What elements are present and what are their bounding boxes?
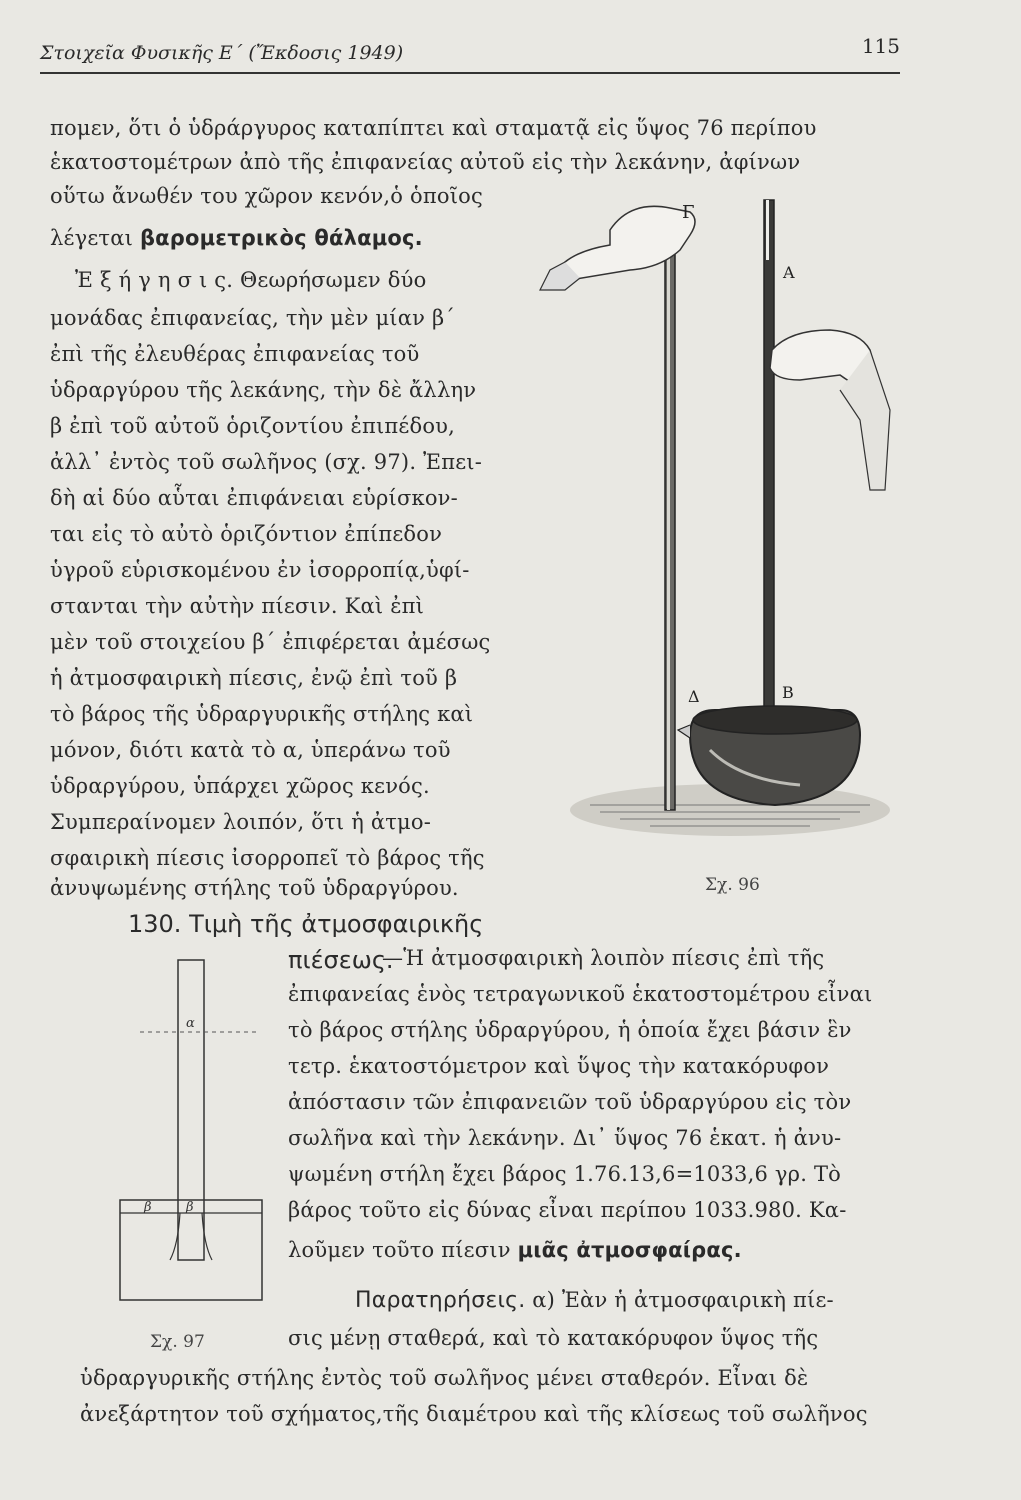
text-line: ὑδραργύρου τῆς λεκάνης, τὴν δὲ ἄλλην <box>50 378 477 402</box>
tube-outline <box>178 960 204 1260</box>
term-one-atmosphere: μιᾶς ἀτμοσφαίρας. <box>517 1238 742 1262</box>
section-title-line-2: πιέσεως. <box>288 946 394 974</box>
text-line: ἑκατοστομέτρων ἀπὸ τῆς ἐπιφανείας αὐτοῦ εἰς τὴν λεκάνην, ἀφίνων <box>50 150 801 174</box>
text-line: ὑδραργύρου, ὑπάρχει χῶρος κενός. <box>50 774 430 798</box>
basin-outline <box>120 1200 262 1300</box>
label-beta-cap: Β <box>782 683 794 702</box>
text-line: τετρ. ἑκατοστόμετρον καὶ ὕψος τὴν κατακόρυφον <box>288 1054 830 1078</box>
section-title-line-1: Τιμὴ τῆς ἀτμοσφαιρικῆς <box>189 910 484 938</box>
label-a: α <box>186 1016 195 1031</box>
text-line: ἡ ἀτμοσφαιρικὴ πίεσις, ἐνῷ ἐπὶ τοῦ β <box>50 666 458 690</box>
text-line: οὕτω ἄνωθέν του χῶρον κενόν,ὁ ὁποῖος <box>50 184 483 208</box>
page-number: 115 <box>861 34 900 58</box>
text-span: α) Ἐὰν ἡ ἀτμοσφαιρικὴ πίε- <box>532 1288 834 1312</box>
text-line: ἀνυψωμένης στήλης τοῦ ὑδραργύρου. <box>50 876 459 900</box>
text-line: δὴ αἱ δύο αὗται ἐπιφάνειαι εὑρίσκον- <box>50 486 458 510</box>
running-title: Στοιχεῖα Φυσικῆς Ε΄ (Ἔκδοσις 1949) <box>40 42 404 64</box>
basin-spout <box>678 725 690 738</box>
basin-rim <box>693 706 857 734</box>
figure-96-caption: Σχ. 96 <box>705 875 760 895</box>
text-line: ψωμένη στήλη ἔχει βάρος 1.76.13,6=1033,6 γρ. Τὸ <box>288 1162 842 1186</box>
text-line: ἐπιφανείας ἑνὸς τετραγωνικοῦ ἑκατοστομέτρου εἶναι <box>288 982 873 1006</box>
text-line <box>50 228 423 249</box>
label-b-in: β <box>186 1200 194 1215</box>
label-alpha-cap: Α <box>783 263 795 282</box>
text-span: λοῦμεν τοῦτο πίεσιν <box>288 1238 518 1262</box>
text-line: μόνον, διότι κατὰ τὸ α, ὑπεράνω τοῦ <box>50 738 451 762</box>
figure-97-tube-schematic <box>110 955 270 1305</box>
running-header <box>40 34 900 74</box>
label-gamma: Γ <box>682 202 695 223</box>
text-span: λέγεται <box>50 226 140 250</box>
header-rule <box>40 72 900 74</box>
text-line: τὸ βάρος στήλης ὑδραργύρου, ἡ ὁποία ἔχει βάσιν ἓν <box>288 1018 852 1042</box>
text-line: ὑγροῦ εὑρισκομένου ἐν ἰσορροπίᾳ,ὑφί- <box>50 558 470 582</box>
text-line: β ἐπὶ τοῦ αὐτοῦ ὁριζοντίου ἐπιπέδου, <box>50 414 456 438</box>
text-line: ἀπόστασιν τῶν ἐπιφανειῶν τοῦ ὑδραργύρου εἰς τὸν <box>288 1090 852 1114</box>
text-line: —Ἡ ἀτμοσφαιρικὴ λοιπὸν πίεσις ἐπὶ τῆς <box>382 946 825 970</box>
text-line: τὸ βάρος τῆς ὑδραργυρικῆς στήλης καὶ <box>50 702 474 726</box>
text-line: στανται τὴν αὐτὴν πίεσιν. Καὶ ἐπὶ <box>50 594 425 618</box>
text-line: ται εἰς τὸ αὐτὸ ὁριζόντιον ἐπίπεδον <box>50 522 443 546</box>
text-line: μὲν τοῦ στοιχείου β΄ ἐπιφέρεται ἀμέσως <box>50 630 491 654</box>
text-line: σωλῆνα καὶ τὴν λεκάνην. Δι᾿ ὕψος 76 ἑκατ. ἡ ἀνυ- <box>288 1126 842 1150</box>
figure-96-barometer-illustration <box>540 190 920 870</box>
text-line <box>288 1240 742 1261</box>
text-line: ὑδραργυρικῆς στήλης ἐντὸς τοῦ σωλῆνος μένει σταθερόν. Εἶναι δὲ <box>80 1366 809 1390</box>
observations-title: Παρατηρήσεις. <box>355 1288 526 1313</box>
label-b-out: β <box>144 1200 152 1215</box>
text-line: Συμπεραίνομεν λοιπόν, ὅτι ἡ ἀτμο- <box>50 810 432 834</box>
text-line: σφαιρικὴ πίεσις ἰσορροπεῖ τὸ βάρος τῆς <box>50 846 485 870</box>
text-line: βάρος τοῦτο εἰς δύνας εἶναι περίπου 1033.980. Κα- <box>288 1198 847 1222</box>
text-line: ἀνεξάρτητον τοῦ σχήματος,τῆς διαμέτρου καὶ τῆς κλίσεως τοῦ σωλῆνος <box>80 1402 868 1426</box>
text-line: σις μένῃ σταθερά, καὶ τὸ κατακόρυφον ὕψος τῆς <box>288 1326 819 1350</box>
text-line: μονάδας ἐπιφανείας, τὴν μὲν μίαν β΄ <box>50 306 456 330</box>
text-line: ἀλλ᾿ ἐντὸς τοῦ σωλῆνος (σχ. 97). Ἐπει- <box>50 450 482 474</box>
text-line: πομεν, ὅτι ὁ ὑδράργυρος καταπίπτει καὶ σταματᾷ εἰς ὕψος 76 περίπου <box>50 116 817 140</box>
figure-97-caption: Σχ. 97 <box>150 1332 205 1352</box>
term-barometric-chamber: βαρομετρικὸς θάλαμος. <box>139 226 423 250</box>
text-line: ἐπὶ τῆς ἐλευθέρας ἐπιφανείας τοῦ <box>50 342 420 366</box>
section-number: 130. <box>128 910 182 938</box>
text-line <box>355 1290 834 1312</box>
text-line: Ἐ ξ ή γ η σ ι ς. Θεωρήσωμεν δύο <box>75 268 427 292</box>
section-heading-130 <box>128 910 483 938</box>
vacuum-chamber <box>766 200 769 260</box>
label-delta: Δ <box>688 687 700 706</box>
tube-highlight <box>667 210 670 810</box>
